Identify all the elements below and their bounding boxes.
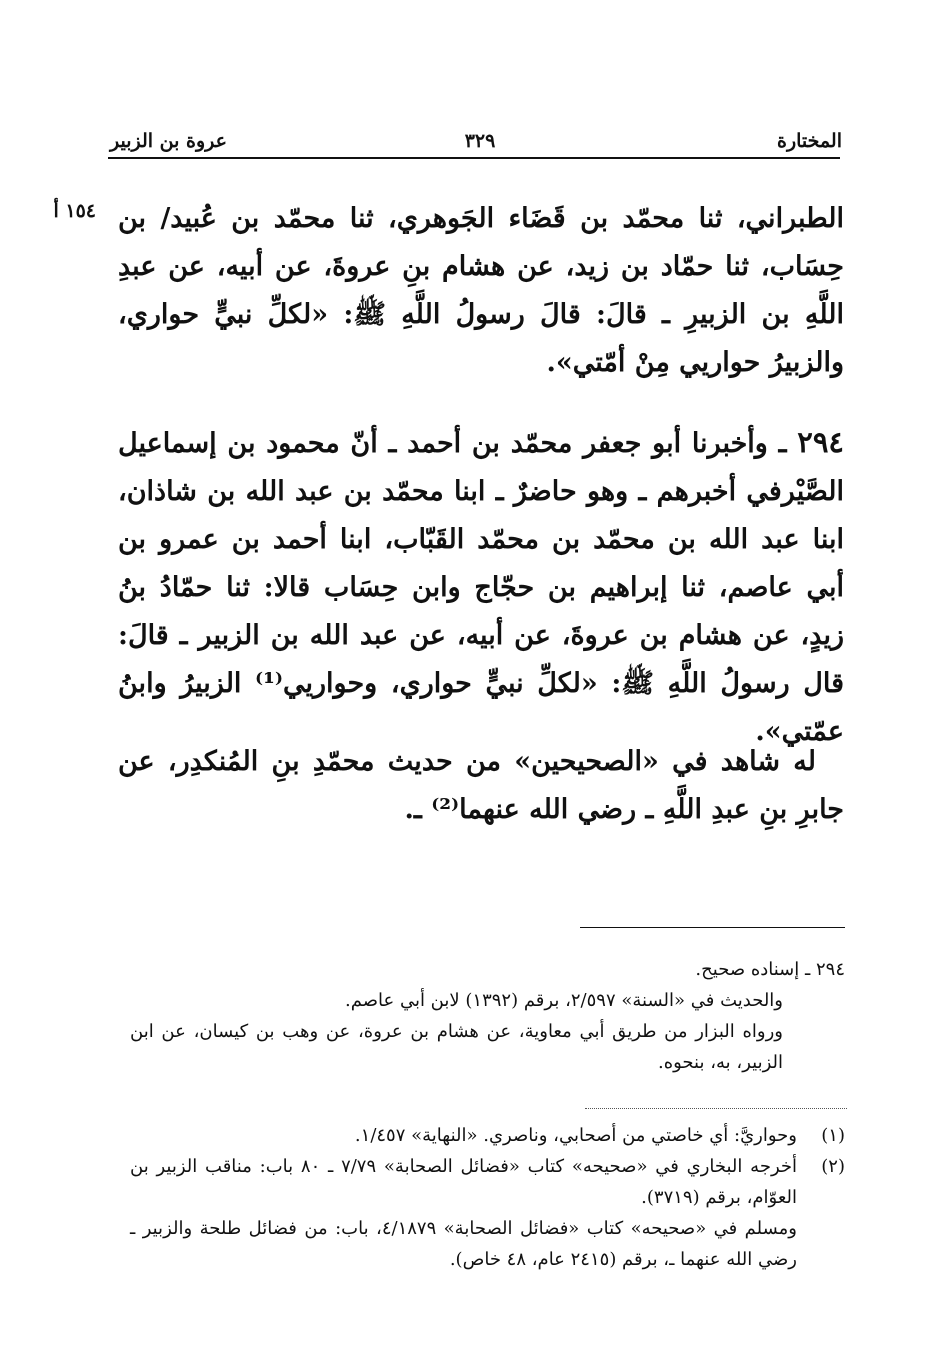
footnote-separator [580,927,845,928]
footnote-text-continued: ومسلم في «صحيحه» كتاب «فضائل الصحابة» ٤/١٨٧٩، باب: من فضائل طلحة والزبير ـ رضي الله عنهما ـ، برقم (٢٤١٥ عام، ٤٨ خاص). [130,1218,797,1270]
manuscript-folio-note: ١٥٤ أ [53,200,96,222]
footnote-mark: (٢) [821,1156,845,1177]
hadith-number: ٢٩٤ [797,425,844,459]
footnote-mark: (١) [821,1125,845,1146]
paragraph-1: الطبراني، ثنا محمّد بن قَضَاء الجَوهري، ثنا محمّد بن عُبيد/ بن حِسَاب، ثنا حمّاد بن زيد، عن هشام بنِ عروةَ، عن أبيه، عن عبدِ اللَّهِ بن الزبيرِ ـ قالَ: قالَ رسولُ اللَّهِ ﷺ: «لكلِّ نبيٍّ حواري، والزبيرُ حواريي مِنْ أمّتي». [118,203,844,378]
note-294-line3: ورواه البزار من طريق أبي معاوية، عن هشام بن عروة، عن وهب بن كيسان، عن ابن الزبير، به، بنحوه. [130,1021,783,1073]
note-294-line2: والحديث في «السنة» ٢/٥٩٧، برقم (١٣٩٢) لابن أبي عاصم. [345,990,783,1011]
running-header-chapter: عروة بن الزبير [110,130,227,152]
paragraph-294 [118,418,844,756]
page-number: ٣٢٩ [464,130,496,152]
footnote-text: وحواريَّ: أي خاصتي من أصحابي، وناصري. «النهاية» ١/٤٥٧. [354,1125,797,1146]
header-rule [108,157,840,159]
notes-294 [130,954,845,1078]
note-294-lead: ٢٩٤ ـ إسناده صحيح. [695,959,845,980]
footnotes [130,1120,845,1275]
footnote-1 [130,1120,845,1151]
footnote-text: أخرجه البخاري في «صحيحه» كتاب «فضائل الصحابة» ٧/٧٩ ـ ٨٠ باب: مناقب الزبير بن العوّام، برقم (٣٧١٩). [130,1156,798,1208]
paragraph-witness: له شاهد في «الصحيحين» من حديث محمّدِ بنِ المُنكدِر، عن جابرِ بنِ عبدِ اللَّهِ ـ رضي الله عنهما⁽²⁾ ـ. [118,746,844,825]
running-header-book-title: المختارة [777,130,842,152]
paragraph-294-text: ـ وأخبرنا أبو جعفر محمّد بن أحمد ـ أنّ محمود بن إسماعيل الصَّيْرفي أخبرهم ـ وهو حاضرٌ ـ ابنا محمّد بن عبد الله بن شاذان، ابنا عبد الله بن محمّد بن محمّد القَبّاب، ابنا أحمد بن عمرو بن أبي عاصم، ثنا إبراهيم بن حجّاج وابن حِسَاب قالا: ثنا حمّادُ بنُ زيدٍ، عن هشام بن عروةَ، عن أبيه، عن عبد الله بن الزبير ـ قالَ: قال رسولُ اللَّهِ ﷺ: «لكلِّ نبيٍّ حواري، وحواريي⁽¹⁾ الزبيرُ وابنُ عمّتي». [118,428,844,747]
footnote-dotted-separator [585,1108,847,1109]
footnote-2 [130,1151,845,1275]
